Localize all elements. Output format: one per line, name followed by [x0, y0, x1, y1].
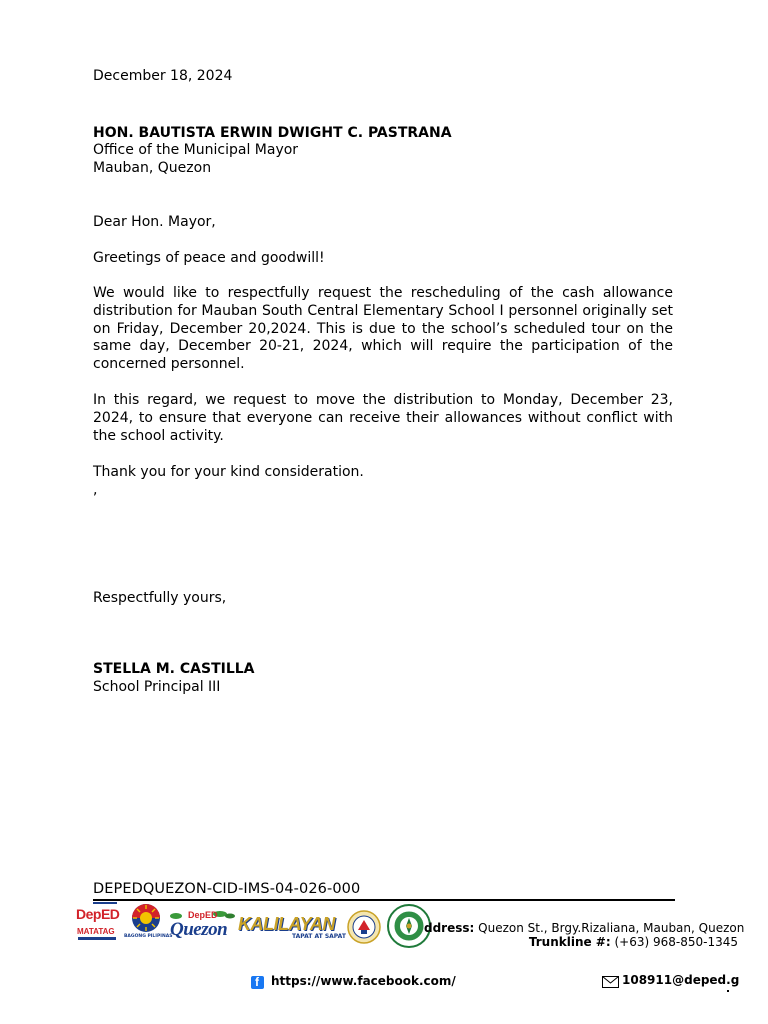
school-seal-logo	[347, 910, 381, 944]
thanks-line: Thank you for your kind consideration.	[93, 464, 364, 480]
deped-quezon-text: Quezon	[170, 919, 228, 940]
document-code: DEPEDQUEZON-CID-IMS-04-026-000	[93, 881, 361, 897]
address-line	[424, 921, 744, 935]
matatag-text: MATATAG	[77, 927, 115, 936]
kalilayan-logo	[238, 914, 344, 944]
stray-comma: ,	[93, 482, 98, 498]
facebook-icon[interactable]: f	[251, 976, 264, 989]
deped-logo-text: DepED	[76, 906, 120, 922]
closing: Respectfully yours,	[93, 590, 227, 606]
trunkline-label: Trunkline #:	[528, 935, 611, 949]
signatory-title: School Principal III	[93, 679, 221, 695]
school-seal-icon	[347, 910, 381, 944]
trunkline-value: (+63) 968-850-1345	[614, 935, 738, 949]
signatory-name: STELLA M. CASTILLA	[93, 661, 255, 677]
kalilayan-sub-text: TAPAT AT SAPAT	[292, 933, 346, 940]
address-value: Quezon St., Brgy.Rizaliana, Mauban, Quezon	[478, 921, 745, 935]
body-paragraph-2: In this regard, we request to move the distribution to Monday, December 23, 2024, to ensure that everyone can receive their allowances without conflict with the school activity.	[93, 392, 673, 444]
envelope-icon	[602, 976, 619, 988]
address-label: ddress:	[424, 921, 475, 935]
deped-quezon-logo	[168, 908, 236, 944]
trunkline-line	[529, 935, 738, 949]
email-dot	[727, 990, 729, 992]
footer-divider	[93, 899, 675, 901]
bagong-pilipinas-logo	[124, 902, 173, 942]
recipient-office: Office of the Municipal Mayor	[93, 142, 299, 158]
email-link[interactable]: 108911@deped.g	[622, 973, 740, 987]
bagong-pilipinas-emblem-icon	[128, 902, 164, 936]
facebook-link[interactable]: https://www.facebook.com/	[271, 974, 456, 988]
greeting: Greetings of peace and goodwill!	[93, 250, 325, 266]
kalilayan-text: KALILAYAN	[238, 914, 335, 934]
letter-date: December 18, 2024	[93, 68, 233, 84]
footer-accent	[93, 902, 117, 904]
deped-logo-bar	[78, 937, 116, 940]
bagong-pilipinas-text: BAGONG PILIPINAS	[124, 934, 173, 939]
recipient-location: Mauban, Quezon	[93, 160, 212, 176]
body-paragraph-1: We would like to respectfully request the rescheduling of the cash allowance distribution for Mauban South Central Elementary School I personnel originally set on Friday, December 20,2024. This is due to the school’s scheduled tour on the same day, December 20-21, 2024, which will require the participation of the concerned personnel.	[93, 285, 673, 373]
deped-matatag-logo	[76, 906, 120, 942]
salutation: Dear Hon. Mayor,	[93, 214, 216, 230]
deped-quezon-top-text: DepED	[188, 910, 218, 920]
recipient-name: HON. BAUTISTA ERWIN DWIGHT C. PASTRANA	[93, 125, 452, 141]
